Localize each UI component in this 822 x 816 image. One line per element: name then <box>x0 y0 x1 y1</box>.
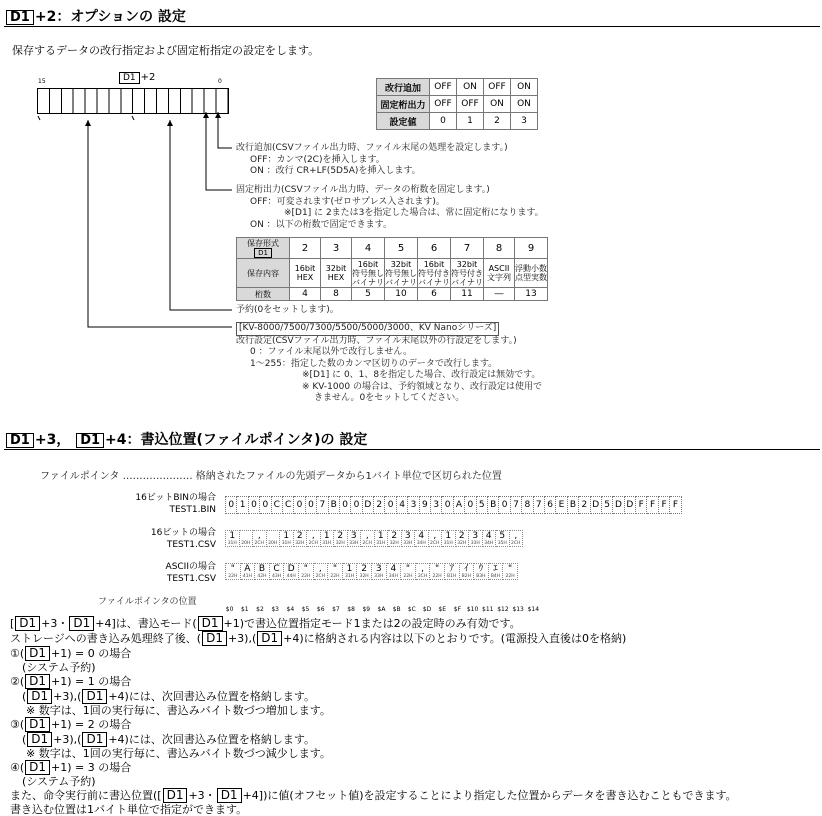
byte-cell: 1 <box>237 497 248 514</box>
char-cell: 2 32H <box>357 564 372 580</box>
byte-cell: 2 <box>374 497 385 514</box>
char-cell: 1 31H <box>320 531 334 547</box>
byte-cell: E <box>556 497 567 514</box>
hex-row-label: 16ビットの場合 TEST1.CSV <box>150 528 216 550</box>
char-cell: , 2CH <box>313 564 328 580</box>
table-row: 固定桁出力 OFF OFF ON ON <box>377 96 538 113</box>
table-row: 改行追加 OFF ON OFF ON <box>377 79 538 96</box>
byte-cell: C <box>271 497 282 514</box>
pointer-label: $D <box>422 606 432 613</box>
byte-cell: D <box>613 497 624 514</box>
char-cell: D 44H <box>284 564 299 580</box>
section1-title: +2：オプションの 設定 <box>34 9 186 25</box>
char-cell: " 22H <box>430 564 445 580</box>
pointer-label: $B <box>392 606 401 613</box>
char-cell: 3 33H <box>469 531 483 547</box>
pointer-label: $0 <box>225 606 234 613</box>
byte-cell: A <box>453 497 464 514</box>
char-cell: " 22H <box>328 564 343 580</box>
char-cell: 3 33H <box>371 564 386 580</box>
table-row: 桁数 4 8 5 10 6 11 ― 13 <box>237 288 548 301</box>
char-cell: A 41H <box>240 564 255 580</box>
ascii-row-label: ASCIIの場合 TEST1.CSV <box>165 562 216 584</box>
bin-row-label: 16ビットBINの場合 TEST1.BIN <box>135 493 216 515</box>
byte-cell: C <box>282 497 293 514</box>
byte-cell: 0 <box>248 497 259 514</box>
pointer-label: $F <box>453 606 462 613</box>
char-cell: 1 31H <box>342 564 357 580</box>
bin-bytes-row <box>225 496 682 514</box>
byte-cell: 0 <box>385 497 396 514</box>
byte-cell: D <box>590 497 601 514</box>
section1-description: 保存するデータの改行指定および固定桁指定の設定をします。 <box>12 44 320 57</box>
char-cell: , 2CH <box>253 531 267 547</box>
byte-cell: B <box>567 497 578 514</box>
ascii-chars-row <box>225 563 518 580</box>
char-cell: 4 34H <box>482 531 496 547</box>
pointer-label: $E <box>438 606 447 613</box>
byte-cell: 9 <box>419 497 430 514</box>
fixed-digit-note: 固定桁出力(CSVファイル出力時、データの桁数を固定します。) OFF：可変されます(ゼロサプレス入されます)。 ※[D1] に 2または3を指定した場合は、常に固定桁になります。 ON ：以下の桁数で固定できます。 <box>236 185 544 230</box>
pointer-label: $1 <box>240 606 249 613</box>
pointer-positions <box>222 596 541 615</box>
char-cell: " 22H <box>503 564 518 580</box>
char-cell: " 22H <box>401 564 416 580</box>
byte-cell: 2 <box>579 497 590 514</box>
byte-cell: 0 <box>442 497 453 514</box>
char-cell: ｴ B4H <box>488 564 503 580</box>
section2-title: +4：書込位置(ファイルポインタ)の 設定 <box>105 432 368 448</box>
char-cell: , 2CH <box>361 531 375 547</box>
char-cell: 2 32H <box>388 531 402 547</box>
pointer-label: $3 <box>271 606 279 613</box>
bit-high-label: 15 <box>38 78 46 85</box>
byte-cell: 0 <box>351 497 362 514</box>
pointer-row-label: ファイルポインタの位置 <box>98 597 197 607</box>
byte-cell: 0 <box>465 497 476 514</box>
pointer-label: $8 <box>347 606 355 613</box>
byte-cell: 3 <box>408 497 419 514</box>
byte-cell: 0 <box>294 497 305 514</box>
pointer-label: $10 <box>466 606 479 613</box>
byte-cell: 8 <box>522 497 533 514</box>
table-row: 保存形式 D1 2 3 4 5 6 7 8 9 <box>237 238 548 259</box>
file-pointer-label: ファイルポインタ ………………… 格納されたファイルの先頭データから1バイト単位で区切られた位置 <box>40 471 502 482</box>
char-cell: C 43H <box>269 564 284 580</box>
byte-cell: 4 <box>396 497 407 514</box>
char-cell: B 42H <box>255 564 270 580</box>
byte-cell: 0 <box>305 497 316 514</box>
byte-cell: D <box>362 497 373 514</box>
pointer-label: $13 <box>512 606 524 613</box>
diagram-label: D1 +2 <box>118 72 155 84</box>
pointer-label: $9 <box>362 606 371 613</box>
section2-heading: D1 +3， D1 +4：書込位置(ファイルポインタ)の 設定 <box>5 429 367 449</box>
pointer-label: $4 <box>286 606 295 613</box>
pointer-label: $C <box>407 606 416 613</box>
byte-cell: 5 <box>476 497 487 514</box>
divider <box>4 449 820 450</box>
byte-cell: 7 <box>317 497 328 514</box>
char-cell: 1 31H <box>374 531 388 547</box>
char-cell: , 2CH <box>307 531 321 547</box>
format-table <box>236 237 548 301</box>
char-cell: 20H <box>266 531 280 547</box>
table-row: 設定値 0 1 2 3 <box>377 113 538 130</box>
char-cell: , 2CH <box>415 564 430 580</box>
char-cell: 2 32H <box>334 531 348 547</box>
char-cell: 1 31H <box>442 531 456 547</box>
pointer-label: $6 <box>316 606 325 613</box>
char-cell: " 22H <box>226 564 241 580</box>
char-cell: , 2CH <box>509 531 523 547</box>
pointer-label: $A <box>377 606 386 613</box>
table-row: 保存内容 16bit HEX 32bit HEX 16bit 符号無し バイナリ 32bit 符号無し バイナリ 16bit 符号付き バイナリ 32bit 符号付き バイナリ ASCII 文字列 浮動小数 点型実数 <box>237 259 548 288</box>
byte-cell: F <box>658 497 669 514</box>
hex-chars-row <box>225 530 523 547</box>
bit-low-label: 0 <box>218 78 222 85</box>
pointer-label: $2 <box>256 606 264 613</box>
char-cell: 3 33H <box>401 531 415 547</box>
byte-cell: 7 <box>533 497 544 514</box>
pointer-label: $5 <box>301 606 310 613</box>
pointer-label: $12 <box>497 606 509 613</box>
mode-table <box>376 78 538 130</box>
pointer-label: $7 <box>332 606 340 613</box>
register-box: D1 <box>6 10 34 25</box>
byte-cell: F <box>647 497 658 514</box>
char-cell: 3 33H <box>347 531 361 547</box>
byte-cell: F <box>636 497 647 514</box>
char-cell: ｳ B3H <box>474 564 489 580</box>
byte-cell: D <box>624 497 635 514</box>
char-cell: 4 34H <box>415 531 429 547</box>
byte-cell: F <box>670 497 681 514</box>
byte-cell: 5 <box>601 497 612 514</box>
byte-cell: 3 <box>431 497 442 514</box>
char-cell: , 2CH <box>428 531 442 547</box>
byte-cell: 0 <box>226 497 237 514</box>
pointer-label: $11 <box>482 606 494 613</box>
char-cell: 20H <box>239 531 253 547</box>
byte-cell: 0 <box>260 497 271 514</box>
char-cell: 4 34H <box>386 564 401 580</box>
char-cell: ｲ B2H <box>459 564 474 580</box>
char-cell: " 22H <box>298 564 313 580</box>
char-cell: 5 35H <box>496 531 510 547</box>
char-cell: 1 31H <box>226 531 240 547</box>
byte-cell: B <box>328 497 339 514</box>
byte-cell: 6 <box>544 497 555 514</box>
pointer-label: $14 <box>527 606 540 613</box>
newline-note: 改行追加(CSVファイル出力時、ファイル末尾の処理を設定します。) OFF：カンマ(2C)を挿入します。 ON ：改行 CR+LF(5D5A)を挿入します。 <box>236 143 508 176</box>
char-cell: 2 32H <box>455 531 469 547</box>
explanation: [ D1 +3・ D1 +4]は、書込モード( D1 +1)で書込位置指定モード1または2の設定時のみ有効です。 ストレージへの書き込み処理終了後、( D1 +3),( D1 +4)に格納される内容は以下のとおりです。(電源投入直後は0を格納) ①( D1 +1) = 0 の場合 (システム予約) ②( D1 +1) = 1 の場合 ( D1 +3),( D1 +4)には、次回書込み位置を格納します。 ※ 数字は、1回の実行毎に、書込みバイト数づつ増加します。 ③( D1 +1) = 2 の場合 ( D1 +3),( D1 +4)には、次回書込み位置を格納します。 ※ 数字は、1回の実行毎に、書込みバイト数づつ減少します。 ④( D1 +1) = 3 の場合 (システム予約) また、命令実行前に書込位置([ D1 +3・ D1 +4])に値(オフセット値)を設定することにより指定した位置からデータを書き込むこともできます。 書き込む位置は1バイト単位で指定ができます。 <box>10 616 737 816</box>
char-cell: 2 32H <box>293 531 307 547</box>
reserved-note: 予約(0をセットします)。 <box>236 305 339 315</box>
byte-cell: 0 <box>499 497 510 514</box>
char-cell: ｱ B1H <box>444 564 459 580</box>
line-setting-note: [KV-8000/7500/7300/5500/5000/3000、KV Nanoシリーズ] 改行設定(CSVファイル出力時、ファイル末尾以外の行設定をします。) 0 ：ファイル末尾以外で改行しません。 1～255：指定した数のカンマ区切りのデータで改行します。 ※[D1] に 0、1、8を指定した場合、改行設定は無効です。 ※ KV-1000 の場合は、予約領域となり、改行設定は使用で きません。0をセットしてください。 <box>236 323 542 403</box>
byte-cell: 0 <box>339 497 350 514</box>
char-cell: 1 31H <box>280 531 294 547</box>
byte-cell: 7 <box>510 497 521 514</box>
byte-cell: B <box>487 497 498 514</box>
